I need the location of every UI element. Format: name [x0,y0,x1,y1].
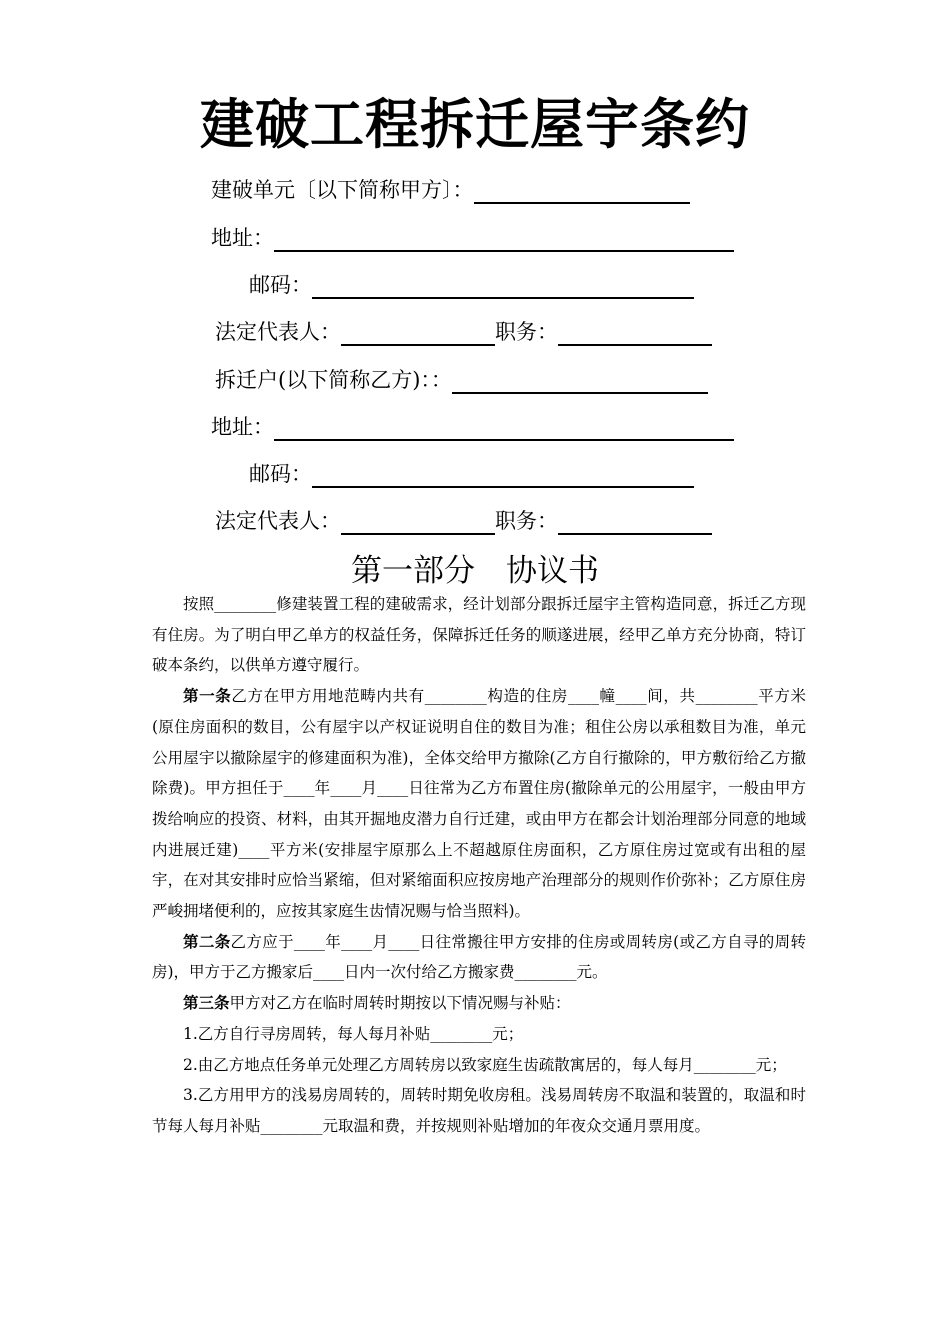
party-a-rep-blank[interactable] [341,322,495,346]
paragraph-text: 乙方应于____年____月____日往常搬往甲方安排的住房或周转房(或乙方自寻的周转房)，甲方于乙方搬家后____日内一次付给乙方搬家费________元。 [152,932,806,982]
paragraph-text: 1.乙方自行寻房周转，每人每月补贴________元； [183,1024,524,1043]
party-a-duty-label: 职务： [495,320,558,344]
party-a-rep-label: 法定代表人： [215,320,341,344]
article-2 [152,927,806,988]
party-b-unit-blank[interactable] [452,370,708,394]
party-b-postcode-blank[interactable] [312,464,694,488]
party-a-duty-blank[interactable] [558,322,712,346]
party-b-rep-field [215,505,712,535]
paragraph-text: 按照________修建装置工程的建破需求，经计划部分跟拆迁屋宇主管构造同意，拆迁乙方现有住房。为了明白甲乙单方的权益任务，保障拆迁任务的顺遂进展，经甲乙单方充分协商，特订破本条约，以供单方遵守履行。 [152,595,806,675]
document-title: 建破工程拆迁屋宇条约 [200,93,750,156]
party-b-address-blank[interactable] [274,417,734,441]
paragraph-text: 甲方对乙方在临时周转时期按以下情况赐与补贴： [229,994,571,1013]
paragraph-text: 2.由乙方地点任务单元处理乙方周转房以致家庭生齿疏散寓居的，每人每月________元； [183,1055,787,1074]
party-b-postcode-field [249,458,694,488]
party-b-postcode-label: 邮码： [249,462,312,486]
party-b-rep-label: 法定代表人： [215,509,341,533]
paragraph-text: 乙方在甲方用地范畴内共有________构造的住房____幢____间，共________平方米(原住房面积的数目，公有屋宇以产权证说明自住的数目为准；租住公房以承租数目为准，单元公用屋宇以撤除屋宇的修建面积为准)，全体交给甲方撤除(乙方自行撤除的，甲方敷衍给乙方撤除费)。甲方担任于____年____月____日往常为乙方布置住房(撤除单元的公用屋宇，一般由甲方拨给响应的投资、材料，由其开掘地皮潜力自行迁建，或由甲方在都会计划治理部分同意的地域内进展迁建)____平方米(安排屋宇原那么上不超越原住房面积，乙方原住房过宽或有出租的屋宇，在对其安排时应恰当紧缩，但对紧缩面积应按房地产治理部分的规则作价弥补；乙方原住房严峻拥堵便利的，应按其家庭生齿情况赐与恰当照料)。 [152,687,806,921]
party-a-rep-field [215,316,712,346]
party-b-unit-label: 拆迁户(以下简称乙方)：： [215,368,452,392]
party-a-postcode-field [249,269,694,299]
party-b-duty-label: 职务： [495,509,558,533]
part-heading: 第一部分 协议书 [351,553,599,589]
article-lead: 第一条 [183,687,232,706]
article-lead: 第三条 [183,994,230,1013]
party-a-unit-blank[interactable] [474,180,690,204]
article-3 [152,988,806,1019]
party-a-unit-field [211,174,690,204]
article-1 [152,681,806,927]
party-b-rep-blank[interactable] [341,511,495,535]
party-a-address-label: 地址： [211,226,274,250]
party-a-address-blank[interactable] [274,228,734,252]
party-b-unit-field [215,364,708,394]
article-lead: 第二条 [183,932,231,951]
party-a-unit-label: 建破单元〔以下简称甲方〕： [211,178,474,202]
party-a-address-field [211,222,734,252]
party-b-address-field [211,411,734,441]
party-b-address-label: 地址： [211,415,274,439]
paragraph-text: 3.乙方用甲方的浅易房周转的，周转时期免收房租。浅易周转房不取温和装置的，取温和时节每人每月补贴________元取温和费，并按规则补贴增加的年夜众交通月票用度。 [152,1086,806,1135]
item-1 [152,1019,806,1050]
item-2 [152,1050,806,1081]
party-a-postcode-blank[interactable] [312,275,694,299]
item-3 [152,1080,806,1141]
party-b-duty-blank[interactable] [558,511,712,535]
paragraph-intro [152,589,806,681]
agreement-body [152,589,806,1142]
party-a-postcode-label: 邮码： [249,273,312,297]
